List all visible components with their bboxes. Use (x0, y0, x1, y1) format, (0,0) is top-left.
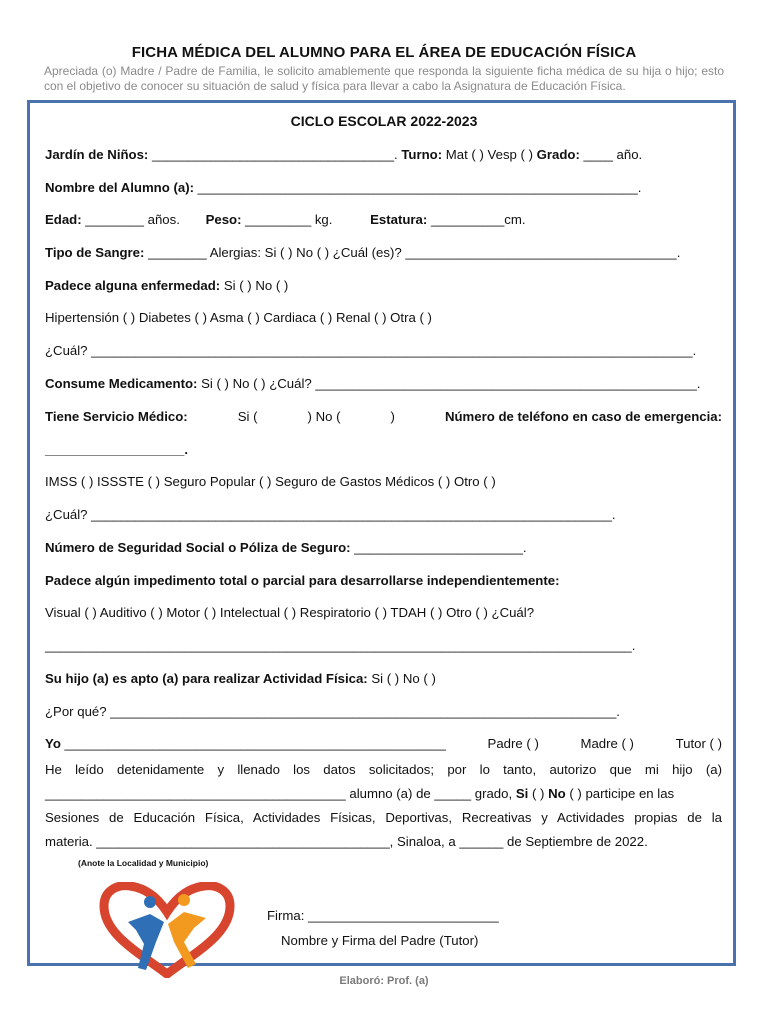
document-title: FICHA MÉDICA DEL ALUMNO PARA EL ÁREA DE EDUCACIÓN FÍSICA (131, 44, 637, 61)
blood-type-line[interactable] (45, 245, 722, 261)
kinder-label: Jardín de Niños: (45, 147, 149, 162)
impairment-label-text: Padece algún impedimento total o parcial para desarrollarse independientemente: (45, 573, 560, 588)
author-footer: Elaboró: Prof. (a) (339, 975, 429, 987)
medical-service-yes[interactable]: Si ( (237, 409, 258, 424)
authorization-line-3: Sesiones de Educación Física, Actividades Físicas, Deportivas, Recreativas y Actividades propias de la (45, 810, 722, 825)
student-name-blank[interactable]: ____________________________________________________________. (193, 180, 642, 195)
insurance-line[interactable] (45, 540, 722, 556)
disease-label: Padece alguna enfermedad: (45, 278, 221, 293)
mother-option[interactable]: Madre ( ) (580, 736, 634, 751)
medical-service-no[interactable]: ) No ( (307, 409, 341, 424)
disease-which-blank[interactable]: ¿Cuál? __________________________________________________________________________________. (45, 343, 697, 358)
medication-label: Consume Medicamento: (45, 376, 198, 391)
medical-service-close: ) (390, 409, 395, 424)
measurements-line[interactable] (45, 212, 722, 228)
signature-caption: Nombre y Firma del Padre (Tutor) (281, 933, 479, 948)
fitness-line[interactable] (45, 671, 722, 687)
impairment-label (45, 573, 722, 589)
authorization-line-1: He leído detenidamente y llenado los datos solicitados; por lo tanto, autorizo que mi hijo (a) (45, 762, 722, 777)
intro-text: Apreciada (o) Madre / Padre de Familia, le solicito amablemente que responda la siguiente ficha médica de su hija o hijo; esto con el objetivo de conocer su situación de salud y física para llevar a cabo la Asignatura de Educación Física. (44, 64, 724, 93)
disease-line[interactable] (45, 278, 722, 294)
why-blank[interactable]: ¿Por qué? _____________________________________________________________________. (45, 704, 620, 719)
fitness-label: Su hijo (a) es apto (a) para realizar Actividad Física: (45, 671, 368, 686)
authorize-yes-label: Si (515, 786, 529, 801)
blood-type-label: Tipo de Sangre: (45, 245, 145, 260)
authorize-yes-box[interactable]: ( ) (531, 786, 545, 801)
kinder-line[interactable] (45, 147, 722, 163)
emergency-phone-blank[interactable] (45, 442, 722, 458)
impairment-which-blank[interactable]: ________________________________________________________________________________. (45, 638, 636, 653)
insurance-blank[interactable]: _______________________. (350, 540, 527, 555)
father-option[interactable]: Padre ( ) (487, 736, 539, 751)
yo-label: Yo (45, 736, 61, 751)
impairment-list[interactable]: Visual ( ) Auditivo ( ) Motor ( ) Intelectual ( ) Respiratorio ( ) TDAH ( ) Otro ( ) ¿Cuál? (45, 605, 535, 620)
height-label: Estatura: (370, 212, 428, 227)
turno-label: Turno: (397, 147, 443, 162)
authorize-no-label: No (548, 786, 566, 801)
heart-outline-icon (104, 886, 230, 974)
signature-line[interactable]: Firma: __________________________ (267, 908, 499, 923)
medical-service-line[interactable] (45, 409, 722, 425)
school-cycle: CICLO ESCOLAR 2022-2023 (290, 113, 478, 129)
guardian-line[interactable] (45, 736, 722, 752)
institution-which-blank[interactable]: ¿Cuál? _______________________________________________________________________. (45, 507, 616, 522)
child-name-blank[interactable]: _________________________________________ alumno (a) de _____ grado, (45, 786, 513, 801)
allergies-blank[interactable]: ________ Alergias: Si ( ) No ( ) ¿Cuál (es)? _____________________________________. (144, 245, 681, 260)
institutions-list[interactable]: IMSS ( ) ISSSTE ( ) Seguro Popular ( ) Seguro de Gastos Médicos ( ) Otro ( ) (45, 474, 496, 489)
student-name-label: Nombre del Alumno (a): (45, 180, 194, 195)
locality-note: (Anote la Localidad y Municipio) (78, 858, 209, 868)
insurance-label: Número de Seguridad Social o Póliza de Seguro: (45, 540, 351, 555)
medical-service-label: Tiene Servicio Médico: (45, 409, 188, 424)
disease-list[interactable]: Hipertensión ( ) Diabetes ( ) Asma ( ) Cardiaca ( ) Renal ( ) Otra ( ) (45, 310, 432, 325)
height-blank[interactable]: __________cm. (427, 212, 526, 227)
weight-blank[interactable]: _________ kg. (241, 212, 333, 227)
age-label: Edad: (45, 212, 82, 227)
weight-label: Peso: (205, 212, 242, 227)
fitness-options[interactable]: Si ( ) No ( ) (367, 671, 436, 686)
turno-options[interactable]: Mat ( ) Vesp ( ) (442, 147, 537, 162)
tutor-option[interactable]: Tutor ( ) (675, 736, 722, 751)
student-name-line[interactable] (45, 180, 722, 196)
emergency-phone-label: Número de teléfono en caso de emergencia: (444, 409, 722, 424)
age-blank[interactable]: ________ años. (81, 212, 180, 227)
emergency-phone-value[interactable]: ___________________. (45, 442, 189, 457)
medication-line[interactable] (45, 376, 722, 392)
disease-options[interactable]: Si ( ) No ( ) (220, 278, 289, 293)
medication-blank[interactable]: Si ( ) No ( ) ¿Cuál? ____________________________________________________. (197, 376, 701, 391)
heart-figures-logo (98, 882, 236, 978)
authorization-line-4[interactable]: materia. ________________________________________, Sinaloa, a ______ de Septiembre de 2022. (45, 834, 648, 849)
authorization-line-2[interactable] (45, 786, 722, 802)
grado-blank[interactable]: ____ año. (579, 147, 643, 162)
grado-label: Grado: (536, 147, 580, 162)
guardian-name-blank[interactable]: ____________________________________________________ (60, 736, 446, 751)
authorize-no-box[interactable]: ( ) participe en las (569, 786, 675, 801)
kinder-blank[interactable]: _________________________________. (148, 147, 398, 162)
